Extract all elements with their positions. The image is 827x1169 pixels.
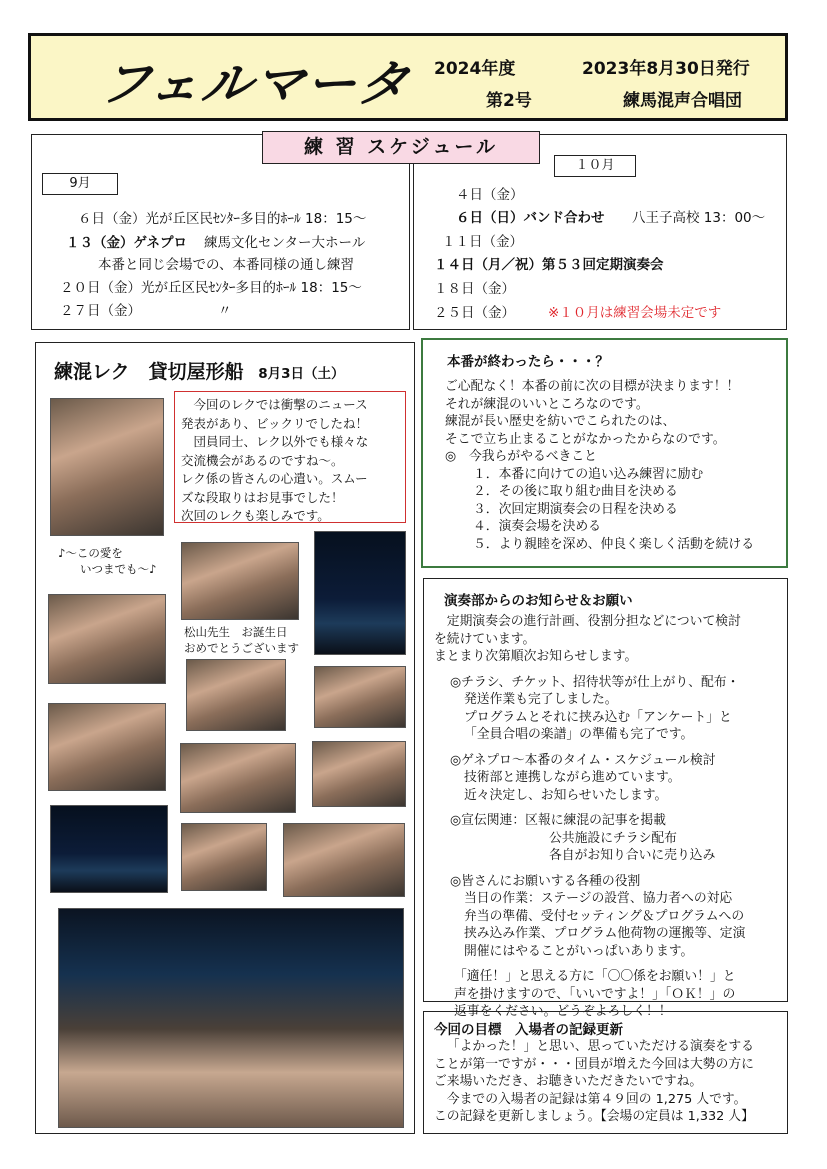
- schedule-warning: ※１０月は練習会場未定です: [548, 305, 722, 321]
- recreation-title: [54, 357, 345, 384]
- after-concert-box: [421, 338, 788, 568]
- goal-line: 今までの入場者の記録は第４９回の 1,275 人です。: [446, 1091, 747, 1107]
- notice-line: ◎皆さんにお願いする各種の役割: [450, 873, 641, 889]
- todo-item: １．本番に向けての追い込み練習に励む: [473, 466, 704, 482]
- todo-item: ５．より親睦を深め、仲良く楽しく活動を続ける: [473, 536, 755, 552]
- note-line: ズな段取りはお見事でした！: [181, 489, 344, 505]
- goal-body: [434, 1038, 786, 1126]
- notice-line: 公共施設にチラシ配布: [549, 830, 677, 846]
- photo-caption: おめでとうございます: [184, 641, 299, 655]
- notice-line: 各自がお知り合いに売り込み: [549, 848, 716, 863]
- photo-caption: ♪～この愛を: [58, 546, 123, 560]
- notice-line: 技術部と連携しながら進めています。: [464, 770, 681, 785]
- body-line: それが練混のいいところなのです。: [445, 396, 649, 412]
- todo-item: ２．その後に取り組む曲目を決める: [473, 484, 678, 499]
- goal-line: 「よかった！」と思い、思っていただける演奏をする: [446, 1039, 754, 1054]
- notice-line: 声を掛けますので、「いいですよ！」「ＯＫ！」の: [454, 986, 736, 1002]
- recreation-title-text: 練混レク 貸切屋形船: [54, 361, 244, 383]
- photo-cheers: [181, 823, 267, 891]
- photo-table-group: [48, 703, 166, 791]
- goal-box: [423, 1011, 788, 1134]
- photo-group-bridge: [58, 908, 404, 1128]
- photo-birthday: [186, 659, 286, 731]
- note-line: 交流機会があるのですね～。: [181, 452, 344, 468]
- notice-line: 弁当の準備、受付セッティング＆プログラムへの: [464, 908, 745, 924]
- photo-dinner: [48, 594, 166, 684]
- schedule-line: 八王子高校 13：00～: [632, 210, 766, 226]
- notice-line: 当日の作業：ステージの設営、協力者への対応: [464, 891, 733, 906]
- schedule-line: ６日（日）バンド合わせ: [456, 210, 605, 226]
- schedule-line: １４日（月／祝）第５３回定期演奏会: [434, 257, 664, 273]
- schedule-line: １１日（金）: [442, 234, 523, 250]
- after-concert-title: 本番が終わったら・・・？: [447, 354, 609, 370]
- schedule-line: 本番と同じ会場での、本番同様の通し練習: [98, 257, 354, 273]
- goal-line: ことが第一ですが・・・団員が増えた今回は大勢の方に: [434, 1056, 754, 1072]
- body-line: ご心配なく！本番の前に次の目標が決まります！！: [445, 379, 740, 394]
- notice-line: 「適任！」と思える方に「〇〇係をお願い！」と: [454, 969, 736, 984]
- month-label-october: １０月: [554, 155, 636, 177]
- goal-line: この記録を更新しましょう。【会場の定員は 1,332 人】: [434, 1109, 754, 1124]
- recreation-date: 8月3日（土）: [258, 366, 345, 382]
- schedule-line: ４日（金）: [456, 187, 524, 203]
- notice-line: ◎ゲネプロ～本番のタイム・スケジュール検討: [450, 752, 716, 768]
- body-line: 練混が長い歴史を紡いでこられたのは、: [445, 414, 676, 429]
- issue-number: 第2号: [486, 91, 532, 111]
- notice-line: 返事をください。どうぞよろしく！！: [454, 1004, 672, 1019]
- body-line: ◎ 今我らがやるべきこと: [445, 449, 597, 464]
- photo-boat-interior: [181, 542, 299, 620]
- photo-caption: 松山先生 お誕生日: [184, 625, 288, 639]
- photo-night-tower: [314, 531, 406, 655]
- notice-line: 発送作業も完了しました。: [464, 692, 618, 707]
- notice-body: [434, 613, 784, 1021]
- performance-notice-box: [423, 578, 788, 1019]
- publisher: 練馬混声合唱団: [623, 91, 742, 111]
- notice-line: 定期演奏会の進行計画、役割分担などについて検討: [446, 614, 741, 629]
- notice-title: 演奏部からのお知らせ＆お願い: [444, 593, 633, 609]
- goal-line: ご来場いただき、お聴きいただきたいですね。: [434, 1074, 703, 1089]
- note-line: 発表があり、ビックリでしたね！: [181, 415, 369, 431]
- notice-line: ◎チラシ、チケット、招待状等が仕上がり、配布・: [450, 674, 740, 690]
- goal-title: 今回の目標 入場者の記録更新: [434, 1022, 623, 1038]
- notice-line: を続けています。: [434, 631, 536, 647]
- photo-night-bridge: [50, 805, 168, 893]
- photo-speech: [314, 666, 406, 728]
- recreation-note: [174, 391, 406, 523]
- schedule-line: 練馬文化センター大ホール: [204, 235, 366, 251]
- schedule-line: １３（金）ゲネプロ: [66, 235, 187, 251]
- todo-item: ３．次回定期演奏会の日程を決める: [473, 501, 678, 517]
- todo-item: ４．演奏会場を決める: [473, 519, 601, 534]
- newsletter-logo: フェルマータ: [96, 55, 415, 113]
- schedule-line: ６日（金）光が丘区民ｾﾝﾀｰ多目的ﾎｰﾙ 18：15～: [78, 211, 367, 227]
- photo-singers: [50, 398, 164, 536]
- after-concert-body: [445, 378, 754, 553]
- schedule-line: ２５日（金）: [434, 305, 515, 321]
- note-line: レク係の皆さんの心遣い。スムー: [181, 471, 368, 486]
- schedule-line: ２７日（金）: [60, 303, 141, 319]
- notice-line: 「全員合唱の楽譜」の準備も完了です。: [464, 727, 694, 742]
- notice-line: まとまり次第順次お知らせします。: [434, 649, 638, 664]
- issue-date: 2023年8月30日発行: [582, 59, 750, 79]
- note-line: 今回のレクでは衝撃のニュース: [193, 397, 368, 412]
- recreation-section: [35, 342, 415, 1134]
- body-line: そこで立ち止まることがなかったからなのです。: [445, 431, 726, 447]
- notice-line: プログラムとそれに挟み込む「アンケート」と: [464, 709, 732, 725]
- notice-line: 近々決定し、お知らせいたします。: [464, 787, 668, 803]
- photo-group-onboard: [283, 823, 405, 897]
- notice-line: 開催にはやることがいっぱいあります。: [464, 943, 694, 959]
- masthead: [28, 33, 788, 121]
- schedule-line: １８日（金）: [434, 281, 515, 297]
- month-label-september: 9月: [42, 173, 118, 195]
- photo-caption: いつまでも～♪: [80, 562, 157, 576]
- photo-members: [180, 743, 296, 813]
- note-line: 次回のレクも楽しみです。: [181, 508, 330, 523]
- notice-line: 挟み込み作業、プログラム他荷物の運搬等、定演: [464, 926, 746, 941]
- photo-party: [312, 741, 406, 807]
- schedule-title: 練 習 スケジュール: [262, 131, 540, 164]
- note-line: 団員同士、レク以外でも様々な: [193, 434, 369, 449]
- fiscal-year: 2024年度: [434, 59, 516, 79]
- schedule-line: ２０日（金）光が丘区民ｾﾝﾀｰ多目的ﾎｰﾙ 18：15～: [60, 280, 362, 296]
- schedule-line: 〃: [218, 303, 232, 319]
- notice-line: ◎宣伝関連：区報に練混の記事を掲載: [450, 813, 666, 828]
